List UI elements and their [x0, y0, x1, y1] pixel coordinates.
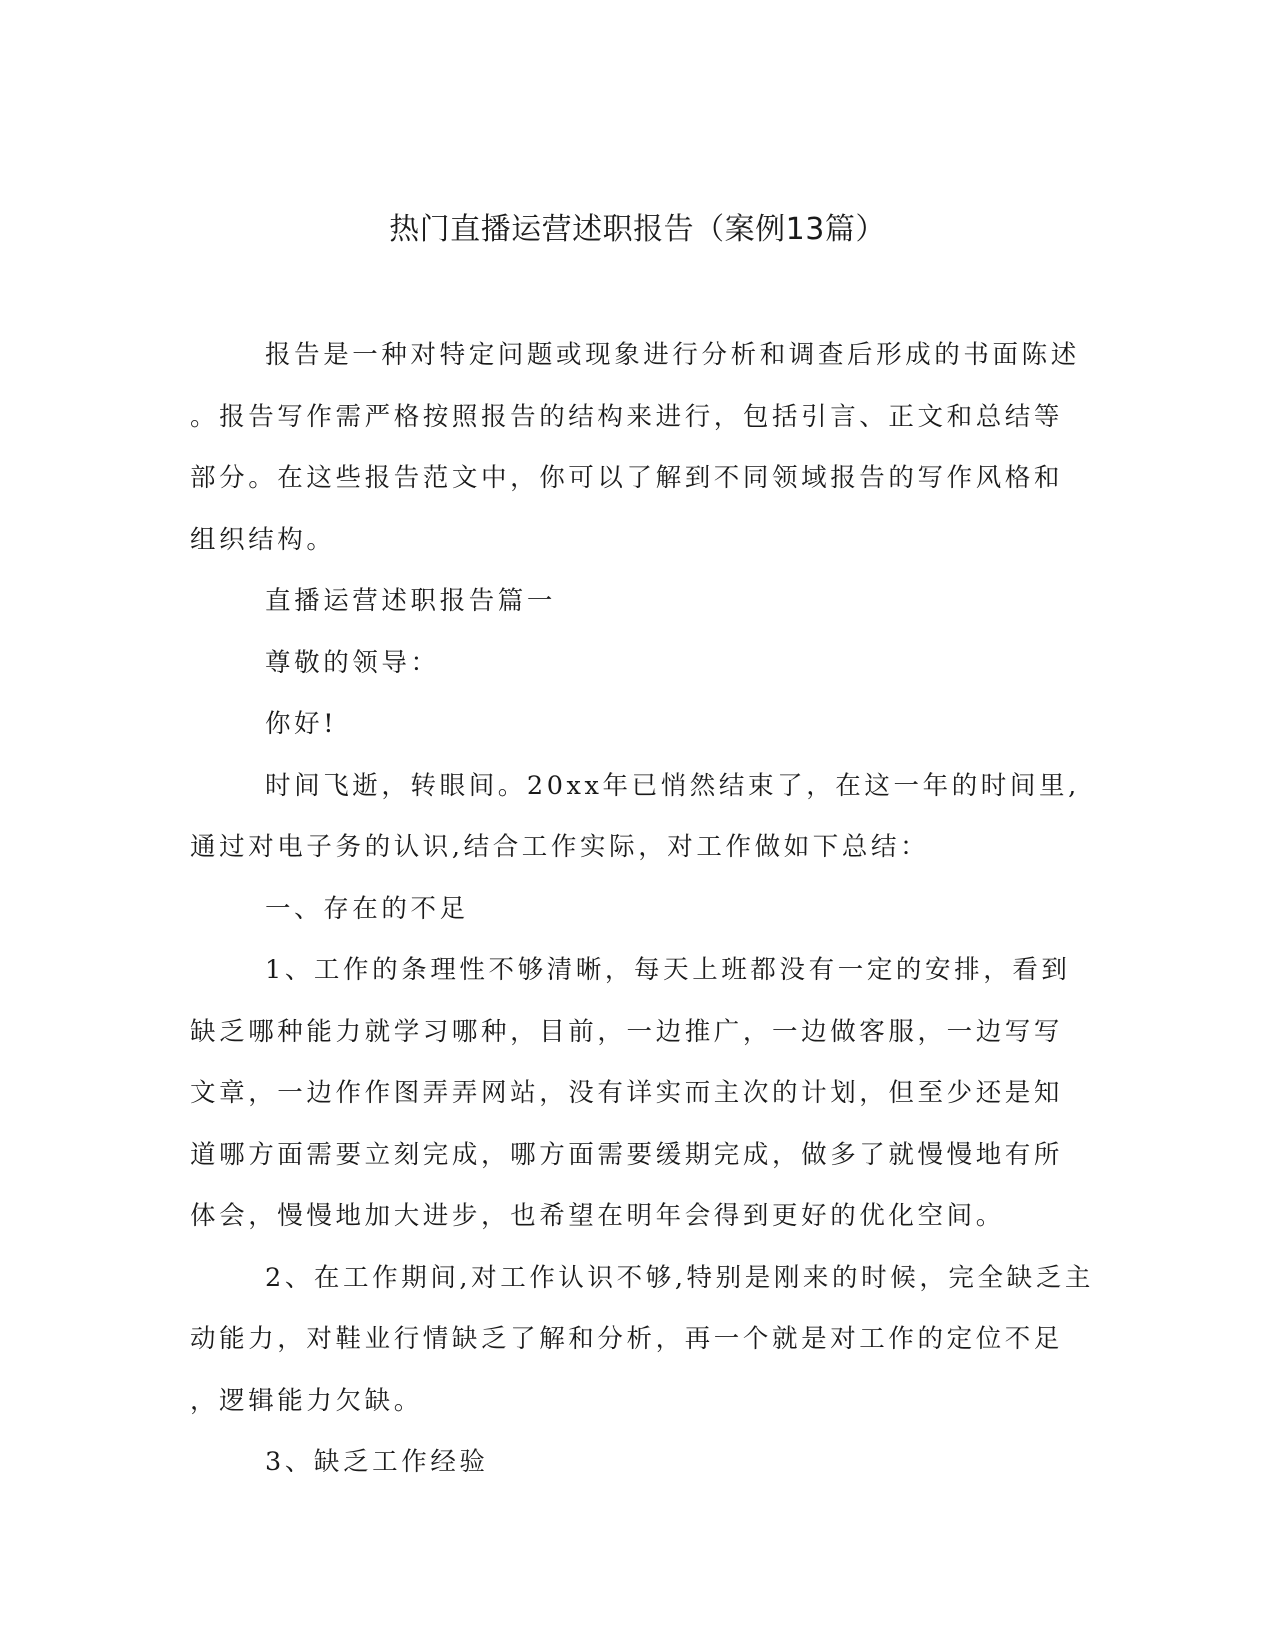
paragraph-line: 组织结构。 — [190, 524, 336, 555]
paragraph-line: 动能力，对鞋业行情缺乏了解和分析，再一个就是对工作的定位不足 — [190, 1324, 1064, 1354]
paragraph-line: 道哪方面需要立刻完成，哪方面需要缓期完成，做多了就慢慢地有所 — [190, 1139, 1064, 1170]
paragraph-line: 文章，一边作作图弄弄网站，没有详实而主次的计划，但至少还是知 — [190, 1078, 1064, 1108]
paragraph-line: 。报告写作需严格按照报告的结构来进行，包括引言、正文和总结等 — [190, 401, 1064, 432]
paragraph-line: ，逻辑能力欠缺。 — [190, 1385, 423, 1416]
paragraph-first-line: 你好! — [265, 709, 338, 739]
paragraph-first-line: 3、缺乏工作经验 — [265, 1447, 489, 1477]
paragraph-first-line: 1、工作的条理性不够清晰，每天上班都没有一定的安排，看到 — [265, 955, 1071, 985]
paragraph-line: 通过对电子务的认识,结合工作实际，对工作做如下总结： — [190, 832, 930, 862]
document-body — [190, 325, 1094, 1494]
paragraph-first-line: 报告是一种对特定问题或现象进行分析和调查后形成的书面陈述 — [265, 340, 1080, 370]
document-title: 热门直播运营述职报告（案例13篇） — [389, 212, 886, 247]
paragraph-line: 部分。在这些报告范文中，你可以了解到不同领域报告的写作风格和 — [190, 463, 1064, 493]
paragraph-first-line: 一、存在的不足 — [265, 893, 469, 924]
paragraph-line: 体会，慢慢地加大进步，也希望在明年会得到更好的优化空间。 — [190, 1201, 1005, 1231]
paragraph-line: 缺乏哪种能力就学习哪种，目前，一边推广，一边做客服，一边写写 — [190, 1016, 1064, 1047]
paragraph-first-line: 直播运营述职报告篇一 — [265, 586, 557, 616]
paragraph-first-line: 2、在工作期间,对工作认识不够,特别是刚来的时候，完全缺乏主 — [265, 1262, 1094, 1293]
paragraph-first-line: 时间飞逝，转眼间。20xx年已悄然结束了，在这一年的时间里, — [265, 770, 1080, 801]
paragraph-first-line: 尊敬的领导： — [265, 647, 440, 678]
